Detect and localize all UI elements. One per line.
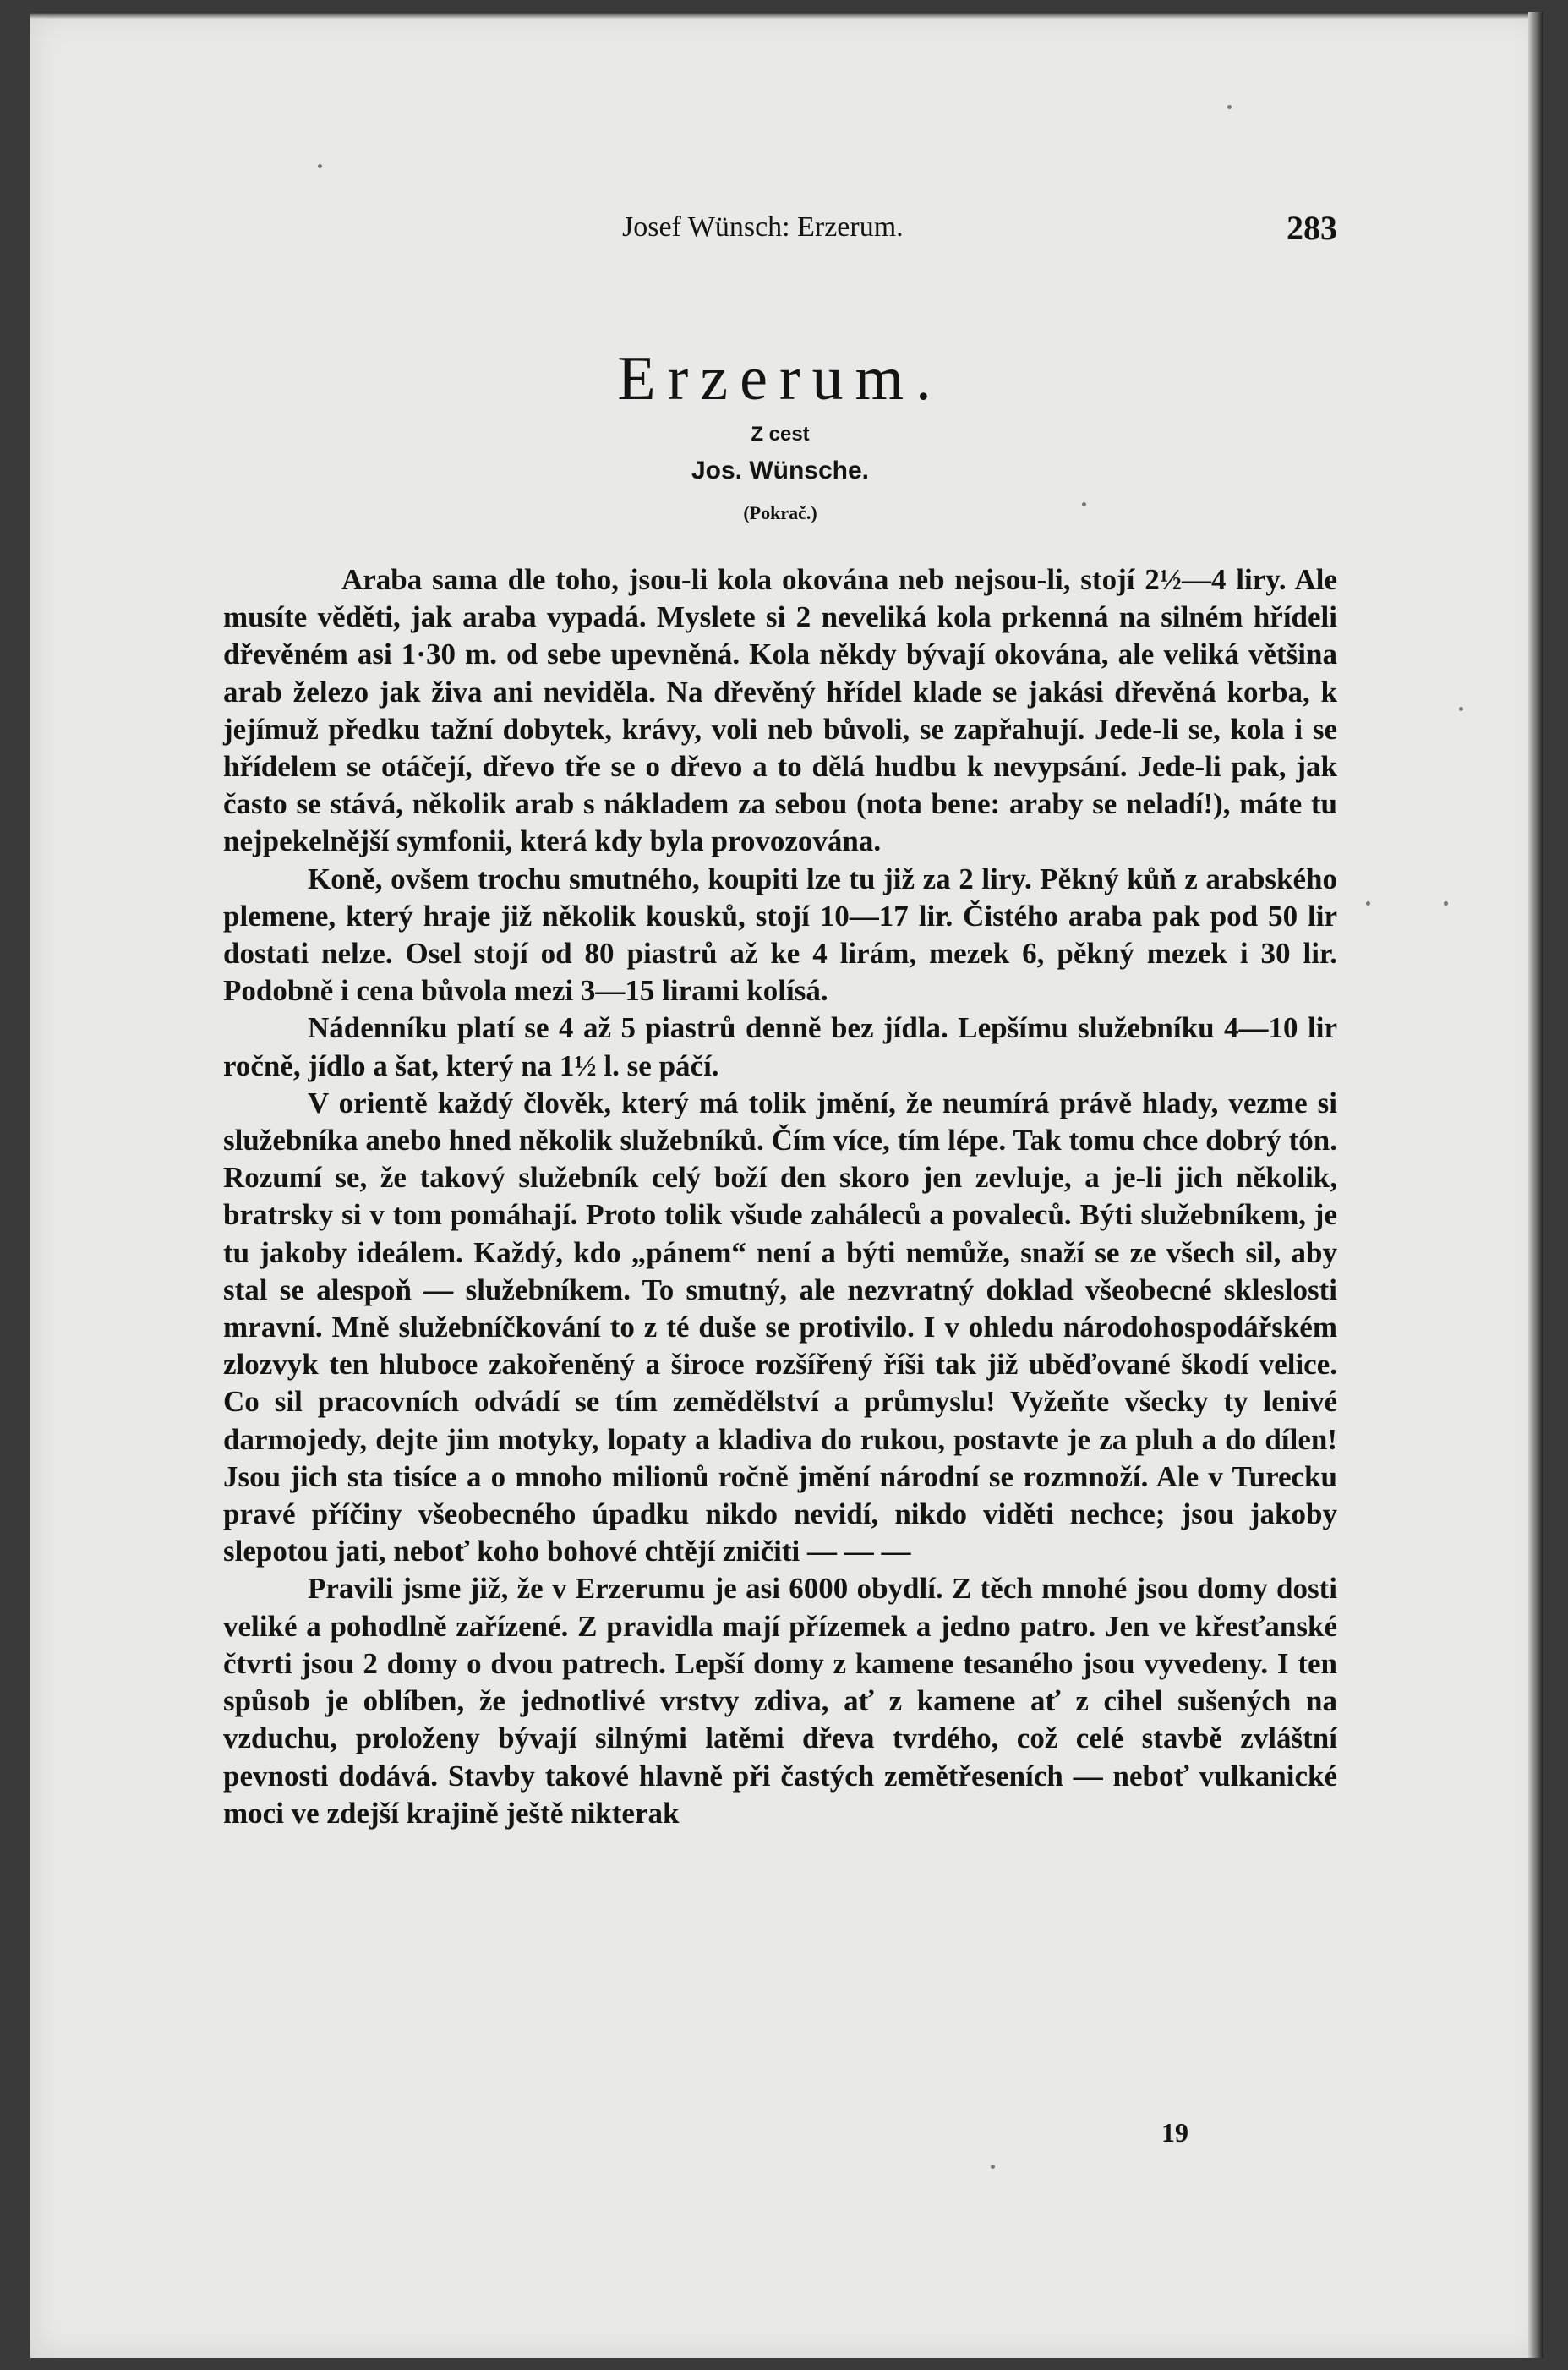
paragraph: Koně, ovšem trochu smutného, koupiti lze tu již za 2 liry. Pěkný kůň z arabského plemene, který hraje již několik kousků, stojí 10—17 lir. Čistého araba pak pod 50 lir dostati nelze. Osel stojí od 80 piastrů až ke 4 lirám, mezek 6, pěkný mezek i 30 lir. Podobně i cena bůvola mezi 3—15 lirami kolísá. [223, 862, 1337, 1008]
scan-speck [318, 164, 322, 168]
scan-speck [991, 2165, 995, 2169]
paragraph: Araba sama dle toho, jsou-li kola okována neb nejsou-li, stojí 2½—4 liry. Ale musíte věděti, jak araba vypadá. Myslete si 2 neveliká kola prkenná na silném hřídeli dřevěném asi 1·30 m. od sebe upevněná. Kola někdy bývají okována, ale veliká většina arab železo jak živa ani neviděla. Na dřevěný hřídel klade se jakási dřevěná korba, k jejímuž předku tažní dobytek, krávy, voli neb bůvoli, se zapřahují. Jede-li se, kola i se hřídelem se otáčejí, dřevo tře se o dřevo a to dělá hudbu k nevypsání. Jede-li pak, jak často se stává, několik arab s nákladem za sebou (nota bene: araby se neladí!), máte tu nejpekelnější symfonii, která kdy byla provozována. [223, 563, 1337, 858]
article-subtitle: Z cest [751, 423, 810, 446]
paragraph: V orientě každý člověk, který má tolik jmění, že neumírá právě hlady, vezme si služebníka anebo hned několik služebníků. Čím více, tím lépe. Tak tomu chce dobrý tón. Rozumí se, že takový služebník celý boží den skoro jen zevluje, a je-li jich několik, bratrsky si v tom pomáhají. Proto tolik všude zaháleců a povaleců. Býti služebníkem, je tu jakoby ideálem. Každý, kdo „pánem“ není a býti nemůže, snaží se ze všech sil, aby stal se alespoň — služebníkem. To smutný, ale nezvratný doklad všeobecné skleslosti mravní. Mně služebníčkování to z té duše se protivilo. I v ohledu národohospodářském zlozvyk ten hluboce zakořeněný a široce rozšířený říši tak již uběďované škodí velice. Co sil pracovních odvádí se tím zemědělství a průmyslu! Vyžeňte všecky ty lenivé darmojedy, dejte jim motyky, lopaty a kladiva do rukou, postavte je za pluh a do dílen! Jsou jich sta tisíce a o mnoho milionů ročně jmění národní se rozmnoží. Ale v Turecku pravé příčiny všeobecného úpadku nikdo nevidí, nikdo viděti nechce; jsou jakoby slepotou jati, neboť koho bohové chtějí zničiti — — — [223, 1086, 1337, 1568]
scan-speck [1459, 707, 1463, 711]
paragraph: Pravili jsme již, že v Erzerumu je asi 6000 obydlí. Z těch mnohé jsou domy dosti veliké a pohodlně zařízené. Z pravidla mají přízemek a jedno patro. Jen ve křesťanské čtvrti jsou 2 domy o dvou patrech. Lepší domy z kamene tesaného jsou vyvedeny. I ten spůsob je oblíben, že jednotlivé vrstvy zdiva, ať z kamene ať z cihel sušených na vzduchu, proloženy bývají silnými latěmi dřeva tvrdého, což celé stavbě zvláštní pevnosti dodává. Stavby takové hlavně při častých zemětřeseních — neboť vulkanické moci ve zdejší krajině ještě nikterak [223, 1572, 1337, 1830]
running-head-title: Josef Wünsch: Erzerum. [622, 211, 904, 243]
scanned-page [30, 12, 1543, 2358]
paragraph: Nádenníku platí se 4 až 5 piastrů denně bez jídla. Lepšímu služebníku 4—10 lir ročně, jídlo a šat, který na 1½ l. se páčí. [223, 1011, 1337, 1082]
continuation-note: (Pokrač.) [743, 502, 817, 523]
signature-mark: 19 [1161, 2117, 1188, 2148]
article-author: Jos. Wünsche. [691, 457, 870, 484]
article-body [223, 561, 1337, 1832]
article-title: Erzerum. [617, 344, 943, 413]
scan-speck [1366, 901, 1370, 906]
page-number: 283 [1287, 209, 1337, 247]
scan-speck [1227, 105, 1232, 109]
running-head [223, 203, 1337, 254]
page-top-shadow [30, 12, 1543, 19]
page-binding-edge [1528, 12, 1543, 2358]
scan-speck [1444, 901, 1448, 906]
